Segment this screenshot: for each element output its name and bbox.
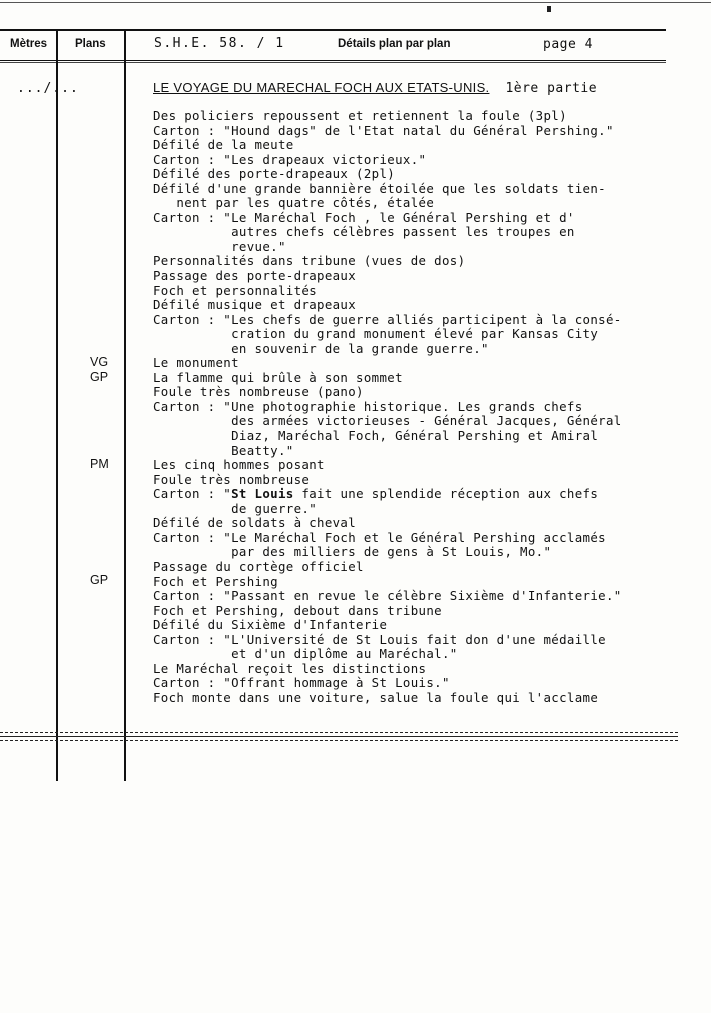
shot-line: Carton : "Hound dags" de l'Etat natal du Général Pershing." — [153, 122, 614, 138]
column-header-details: Détails plan par plan — [338, 38, 451, 50]
header-bottom-rule-2 — [0, 62, 666, 63]
shot-line: Carton : "Offrant hommage à St Louis." — [153, 675, 450, 691]
shot-line: Foch et Pershing, debout dans tribune — [153, 602, 442, 618]
top-edge-line — [0, 2, 711, 3]
shot-line: La flamme qui brûle à son sommet — [153, 369, 403, 385]
shot-line: Défilé des porte-drapeaux (2pl) — [153, 166, 396, 182]
sheet-reference: S.H.E. 58. / 1 — [154, 36, 285, 51]
shot-line: Foch et Pershing — [153, 573, 278, 589]
shot-line: Personnalités dans tribune (vues de dos) — [153, 253, 466, 269]
shot-line: Carton : "Le Maréchal Foch , le Général Pershing et d' — [153, 209, 575, 225]
bottom-dashed-rule-2 — [0, 740, 678, 741]
shot-line: Défilé de soldats à cheval — [153, 515, 357, 531]
shot-line: cration du grand monument élevé par Kansas City — [153, 326, 599, 342]
page-number: page 4 — [543, 37, 593, 52]
shot-line: Défilé d'une grande bannière étoilée que les soldats tien- — [153, 180, 606, 196]
shot-line: Diaz, Maréchal Foch, Général Pershing et Amiral — [153, 428, 599, 444]
plan-code: PM — [90, 457, 109, 471]
shot-line: Foule très nombreuse — [153, 471, 310, 487]
shot-list — [153, 109, 683, 705]
metres-continuation-mark: .../... — [17, 81, 79, 96]
shot-line: en souvenir de la grande guerre." — [153, 340, 489, 356]
shot-line: Carton : "Le Maréchal Foch et le Général Pershing acclamés — [153, 529, 606, 545]
column-divider-metres — [56, 29, 58, 781]
header-top-rule — [0, 29, 666, 31]
column-header-metres: Mètres — [10, 38, 48, 50]
shot-line: nent par les quatre côtés, étalée — [153, 195, 435, 211]
bottom-rule — [0, 736, 678, 737]
shot-line: Carton : "Une photographie historique. Les grands chefs — [153, 398, 583, 414]
shot-line: Foch monte dans une voiture, salue la foule qui l'acclame — [153, 689, 599, 705]
shot-line: Foule très nombreuse (pano) — [153, 384, 364, 400]
shot-line: Le Maréchal reçoit les distinctions — [153, 660, 427, 676]
bottom-dashed-rule — [0, 732, 678, 733]
shot-line: Carton : "Passant en revue le célèbre Sixième d'Infanterie." — [153, 588, 622, 604]
shot-line: Carton : "Les chefs de guerre alliés participent à la consé- — [153, 311, 622, 327]
plan-code: VG — [90, 355, 109, 369]
shot-line: de guerre." — [153, 500, 318, 516]
plan-code: GP — [90, 573, 109, 587]
shot-line: par des milliers de gens à St Louis, Mo." — [153, 544, 552, 560]
document-subtitle: 1ère partie — [505, 81, 598, 96]
shot-line: Le monument — [153, 355, 239, 371]
plan-code: GP — [90, 370, 109, 384]
shot-line: et d'un diplôme au Maréchal." — [153, 646, 458, 662]
shot-line: Carton : "St Louis fait une splendide réception aux chefs — [153, 486, 599, 502]
shot-line: Foch et personnalités — [153, 282, 318, 298]
shot-line: Carton : "Les drapeaux victorieux." — [153, 151, 427, 167]
shot-line: Les cinq hommes posant — [153, 457, 325, 473]
shot-line: Défilé de la meute — [153, 137, 294, 153]
shot-line: revue." — [153, 238, 286, 254]
shot-line: Passage des porte-drapeaux — [153, 268, 357, 284]
document-title: LE VOYAGE DU MARECHAL FOCH AUX ETATS-UNIS. — [153, 80, 490, 95]
column-divider-plans — [124, 29, 126, 781]
shot-line: Carton : "L'Université de St Louis fait don d'une médaille — [153, 631, 606, 647]
shot-line: Beatty." — [153, 442, 294, 458]
title-row — [153, 80, 597, 96]
shot-line: des armées victorieuses - Général Jacques, Général — [153, 413, 622, 429]
shot-line: Défilé musique et drapeaux — [153, 297, 357, 313]
shot-line: autres chefs célèbres passent les troupes en — [153, 224, 575, 240]
shot-line: Défilé du Sixième d'Infanterie — [153, 617, 388, 633]
header-bottom-rule — [0, 60, 666, 61]
shot-line: Passage du cortège officiel — [153, 558, 364, 574]
shot-line: Des policiers repoussent et retiennent la foule (3pl) — [153, 108, 567, 123]
column-header-plans: Plans — [75, 38, 106, 50]
ink-mark — [547, 6, 551, 12]
